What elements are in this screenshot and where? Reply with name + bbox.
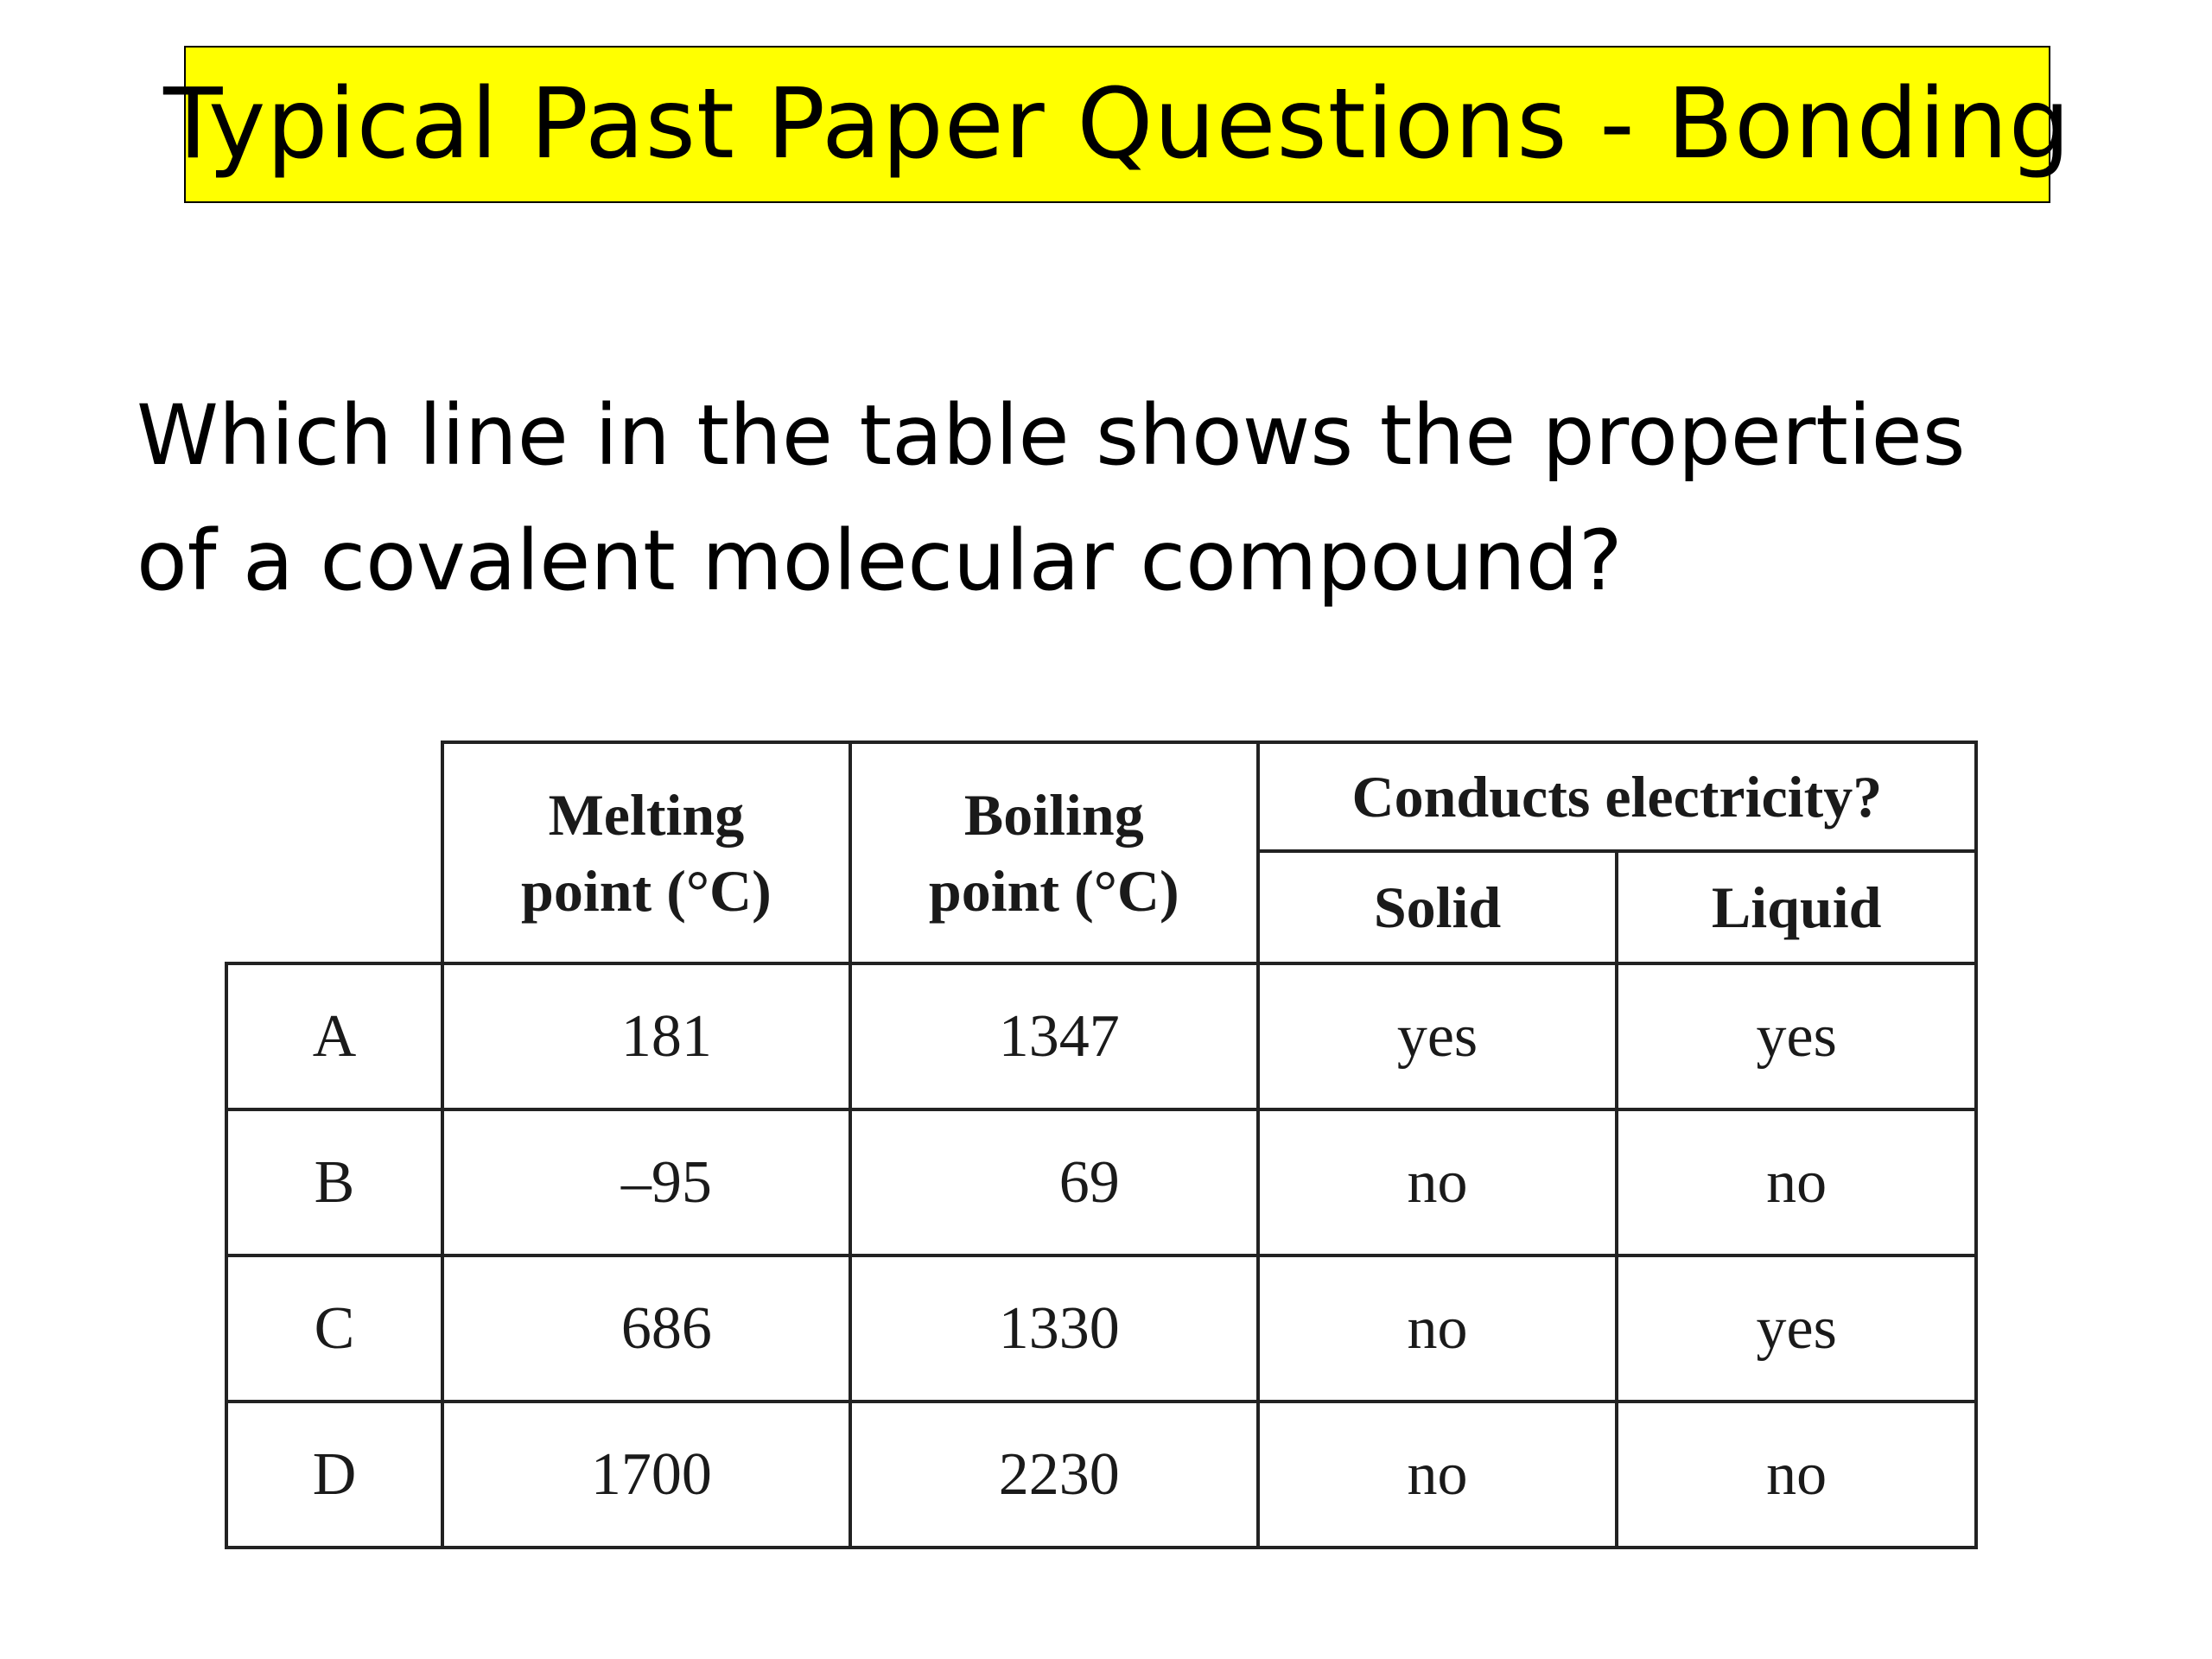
boiling-point-cell (850, 1402, 1258, 1548)
header-liquid: Liquid (1617, 851, 1976, 963)
header-boiling-point (850, 742, 1258, 963)
melting-point-value: 686 (620, 1294, 712, 1362)
boiling-point-value: 1347 (998, 1002, 1120, 1070)
liquid-conducts-cell: no (1617, 1109, 1976, 1255)
boiling-point-cell (850, 963, 1258, 1109)
properties-table (225, 741, 1978, 1549)
table-row-b (226, 1109, 1976, 1255)
melting-point-value: 181 (620, 1002, 712, 1070)
question-line-2: of a covalent molecular compound? (137, 512, 1623, 609)
table-row-d (226, 1402, 1976, 1548)
header-melting-line1: Melting (548, 782, 745, 848)
header-boiling-line1: Boiling (963, 782, 1144, 848)
liquid-conducts-cell: yes (1617, 963, 1976, 1109)
melting-point-cell (442, 1255, 850, 1402)
table-row-a (226, 963, 1976, 1109)
row-label: C (226, 1255, 442, 1402)
header-boiling-line2: point (°C) (928, 858, 1179, 924)
table-row-c (226, 1255, 1976, 1402)
row-label: A (226, 963, 442, 1109)
melting-point-cell (442, 1109, 850, 1255)
question-text (137, 373, 2124, 624)
header-conducts-electricity: Conducts electricity? (1258, 742, 1976, 851)
header-solid: Solid (1258, 851, 1618, 963)
blank-corner-cell (226, 742, 442, 963)
header-melting-point (442, 742, 850, 963)
melting-point-value: 1700 (590, 1440, 712, 1508)
solid-conducts-cell: no (1258, 1255, 1618, 1402)
row-label: B (226, 1109, 442, 1255)
liquid-conducts-cell: yes (1617, 1255, 1976, 1402)
header-melting-line2: point (°C) (521, 858, 772, 924)
solid-conducts-cell: no (1258, 1402, 1618, 1548)
question-line-1: Which line in the table shows the properties (137, 387, 1966, 484)
melting-point-cell (442, 963, 850, 1109)
boiling-point-value: 2230 (998, 1440, 1120, 1508)
row-label: D (226, 1402, 442, 1548)
solid-conducts-cell: yes (1258, 963, 1618, 1109)
solid-conducts-cell: no (1258, 1109, 1618, 1255)
liquid-conducts-cell: no (1617, 1402, 1976, 1548)
boiling-point-cell (850, 1255, 1258, 1402)
title-banner (163, 46, 2071, 203)
boiling-point-value: 1330 (998, 1294, 1120, 1362)
melting-point-value: –95 (620, 1148, 712, 1216)
boiling-point-cell (850, 1109, 1258, 1255)
boiling-point-value: 69 (1058, 1148, 1120, 1216)
melting-point-cell (442, 1402, 850, 1548)
page-title: Typical Past Paper Questions - Bonding (163, 68, 2071, 181)
